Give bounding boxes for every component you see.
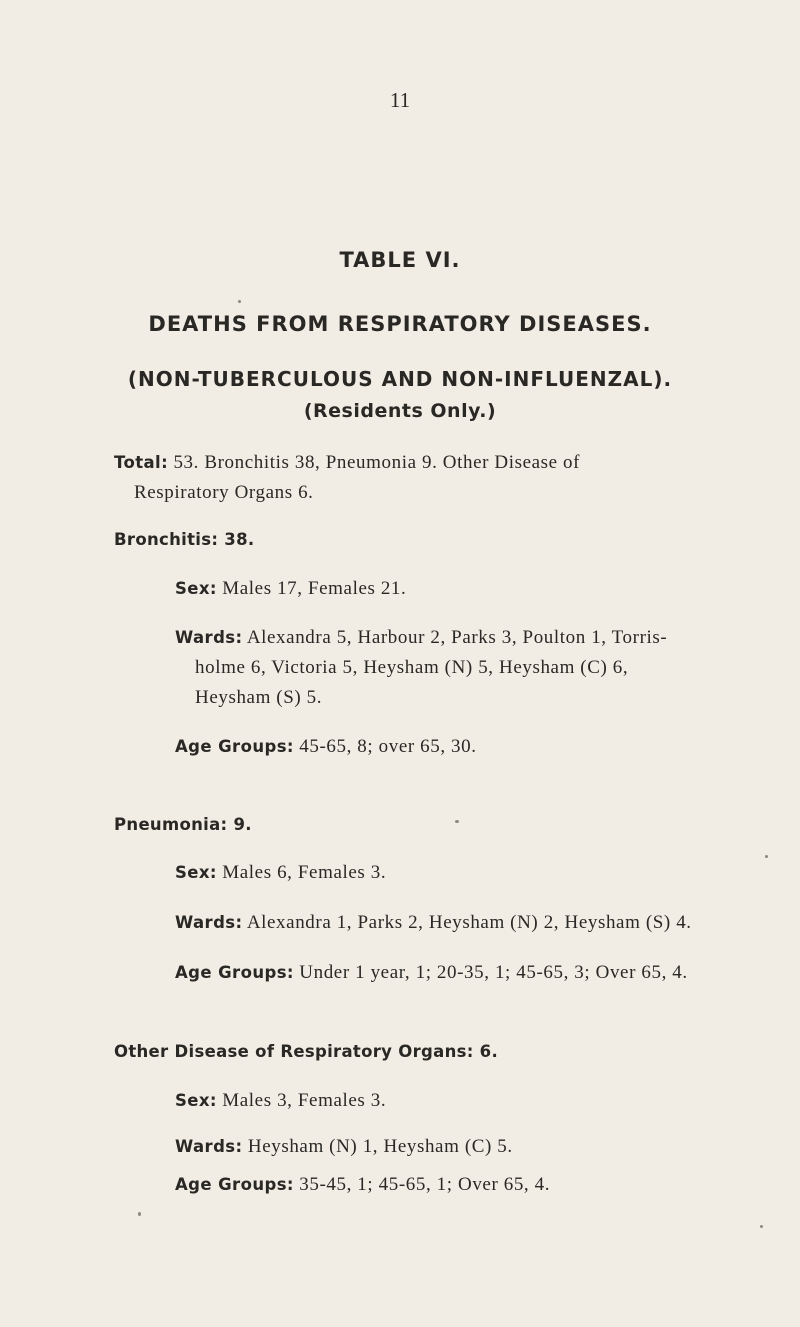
bronchitis-wards [175,623,720,713]
bronchitis-sex [175,574,720,604]
pneumonia-sex-text: Males 6, Females 3. [222,862,387,883]
main-title: DEATHS FROM RESPIRATORY DISEASES. [148,312,652,336]
pneumonia-age-text: Under 1 year, 1; 20-35, 1; 45-65, 3; Over 65, 4. [299,962,688,983]
other-wards [175,1132,720,1162]
paper-speck [765,855,768,858]
bronchitis-age [175,732,720,762]
bronchitis-wards-line1: Alexandra 5, Harbour 2, Parks 3, Poulton 1, Torris- [246,627,668,648]
paper-speck [238,300,241,303]
paper-speck [138,1212,141,1216]
pneumonia-age [175,958,760,988]
pneumonia-wards-text: Alexandra 1, Parks 2, Heysham (N) 2, Heysham (S) 4. [246,912,692,933]
bronchitis-age-text: 45-65, 8; over 65, 30. [299,736,477,757]
pneumonia-wards-label: Wards: [175,913,243,932]
bronchitis-wards-label: Wards: [175,628,243,647]
subtitle: (NON-TUBERCULOUS AND NON-INFLUENZAL). [127,367,673,391]
paper-speck [455,820,459,823]
other-age-text: 35-45, 1; 45-65, 1; Over 65, 4. [299,1174,551,1195]
total-label: Total: [114,453,169,472]
bronchitis-wards-line3: Heysham (S) 5. [195,687,323,708]
other-age [175,1170,720,1200]
other-sex [175,1086,720,1116]
other-age-label: Age Groups: [175,1175,294,1194]
pneumonia-age-label: Age Groups: [175,963,294,982]
residents-note: (Residents Only.) [303,400,497,422]
other-heading: Other Disease of Respiratory Organs: 6. [114,1042,499,1061]
total-text-line1: 53. Bronchitis 38, Pneumonia 9. Other Disease of [173,452,581,473]
other-sex-label: Sex: [175,1091,217,1110]
page-number: 11 [389,88,411,112]
pneumonia-sex-label: Sex: [175,863,217,882]
paper-speck [760,1225,763,1228]
pneumonia-heading: Pneumonia: 9. [114,815,252,834]
bronchitis-wards-line2: holme 6, Victoria 5, Heysham (N) 5, Heysham (C) 6, [195,657,629,678]
total-paragraph [114,448,734,508]
bronchitis-heading: Bronchitis: 38. [114,530,255,549]
total-text-line2: Respiratory Organs 6. [134,482,314,503]
other-sex-text: Males 3, Females 3. [222,1090,387,1111]
table-title: TABLE VI. [339,248,461,272]
bronchitis-sex-label: Sex: [175,579,217,598]
bronchitis-age-label: Age Groups: [175,737,294,756]
pneumonia-wards [175,908,760,938]
bronchitis-sex-text: Males 17, Females 21. [222,578,407,599]
other-wards-text: Heysham (N) 1, Heysham (C) 5. [247,1136,513,1157]
other-wards-label: Wards: [175,1137,243,1156]
pneumonia-sex [175,858,720,888]
